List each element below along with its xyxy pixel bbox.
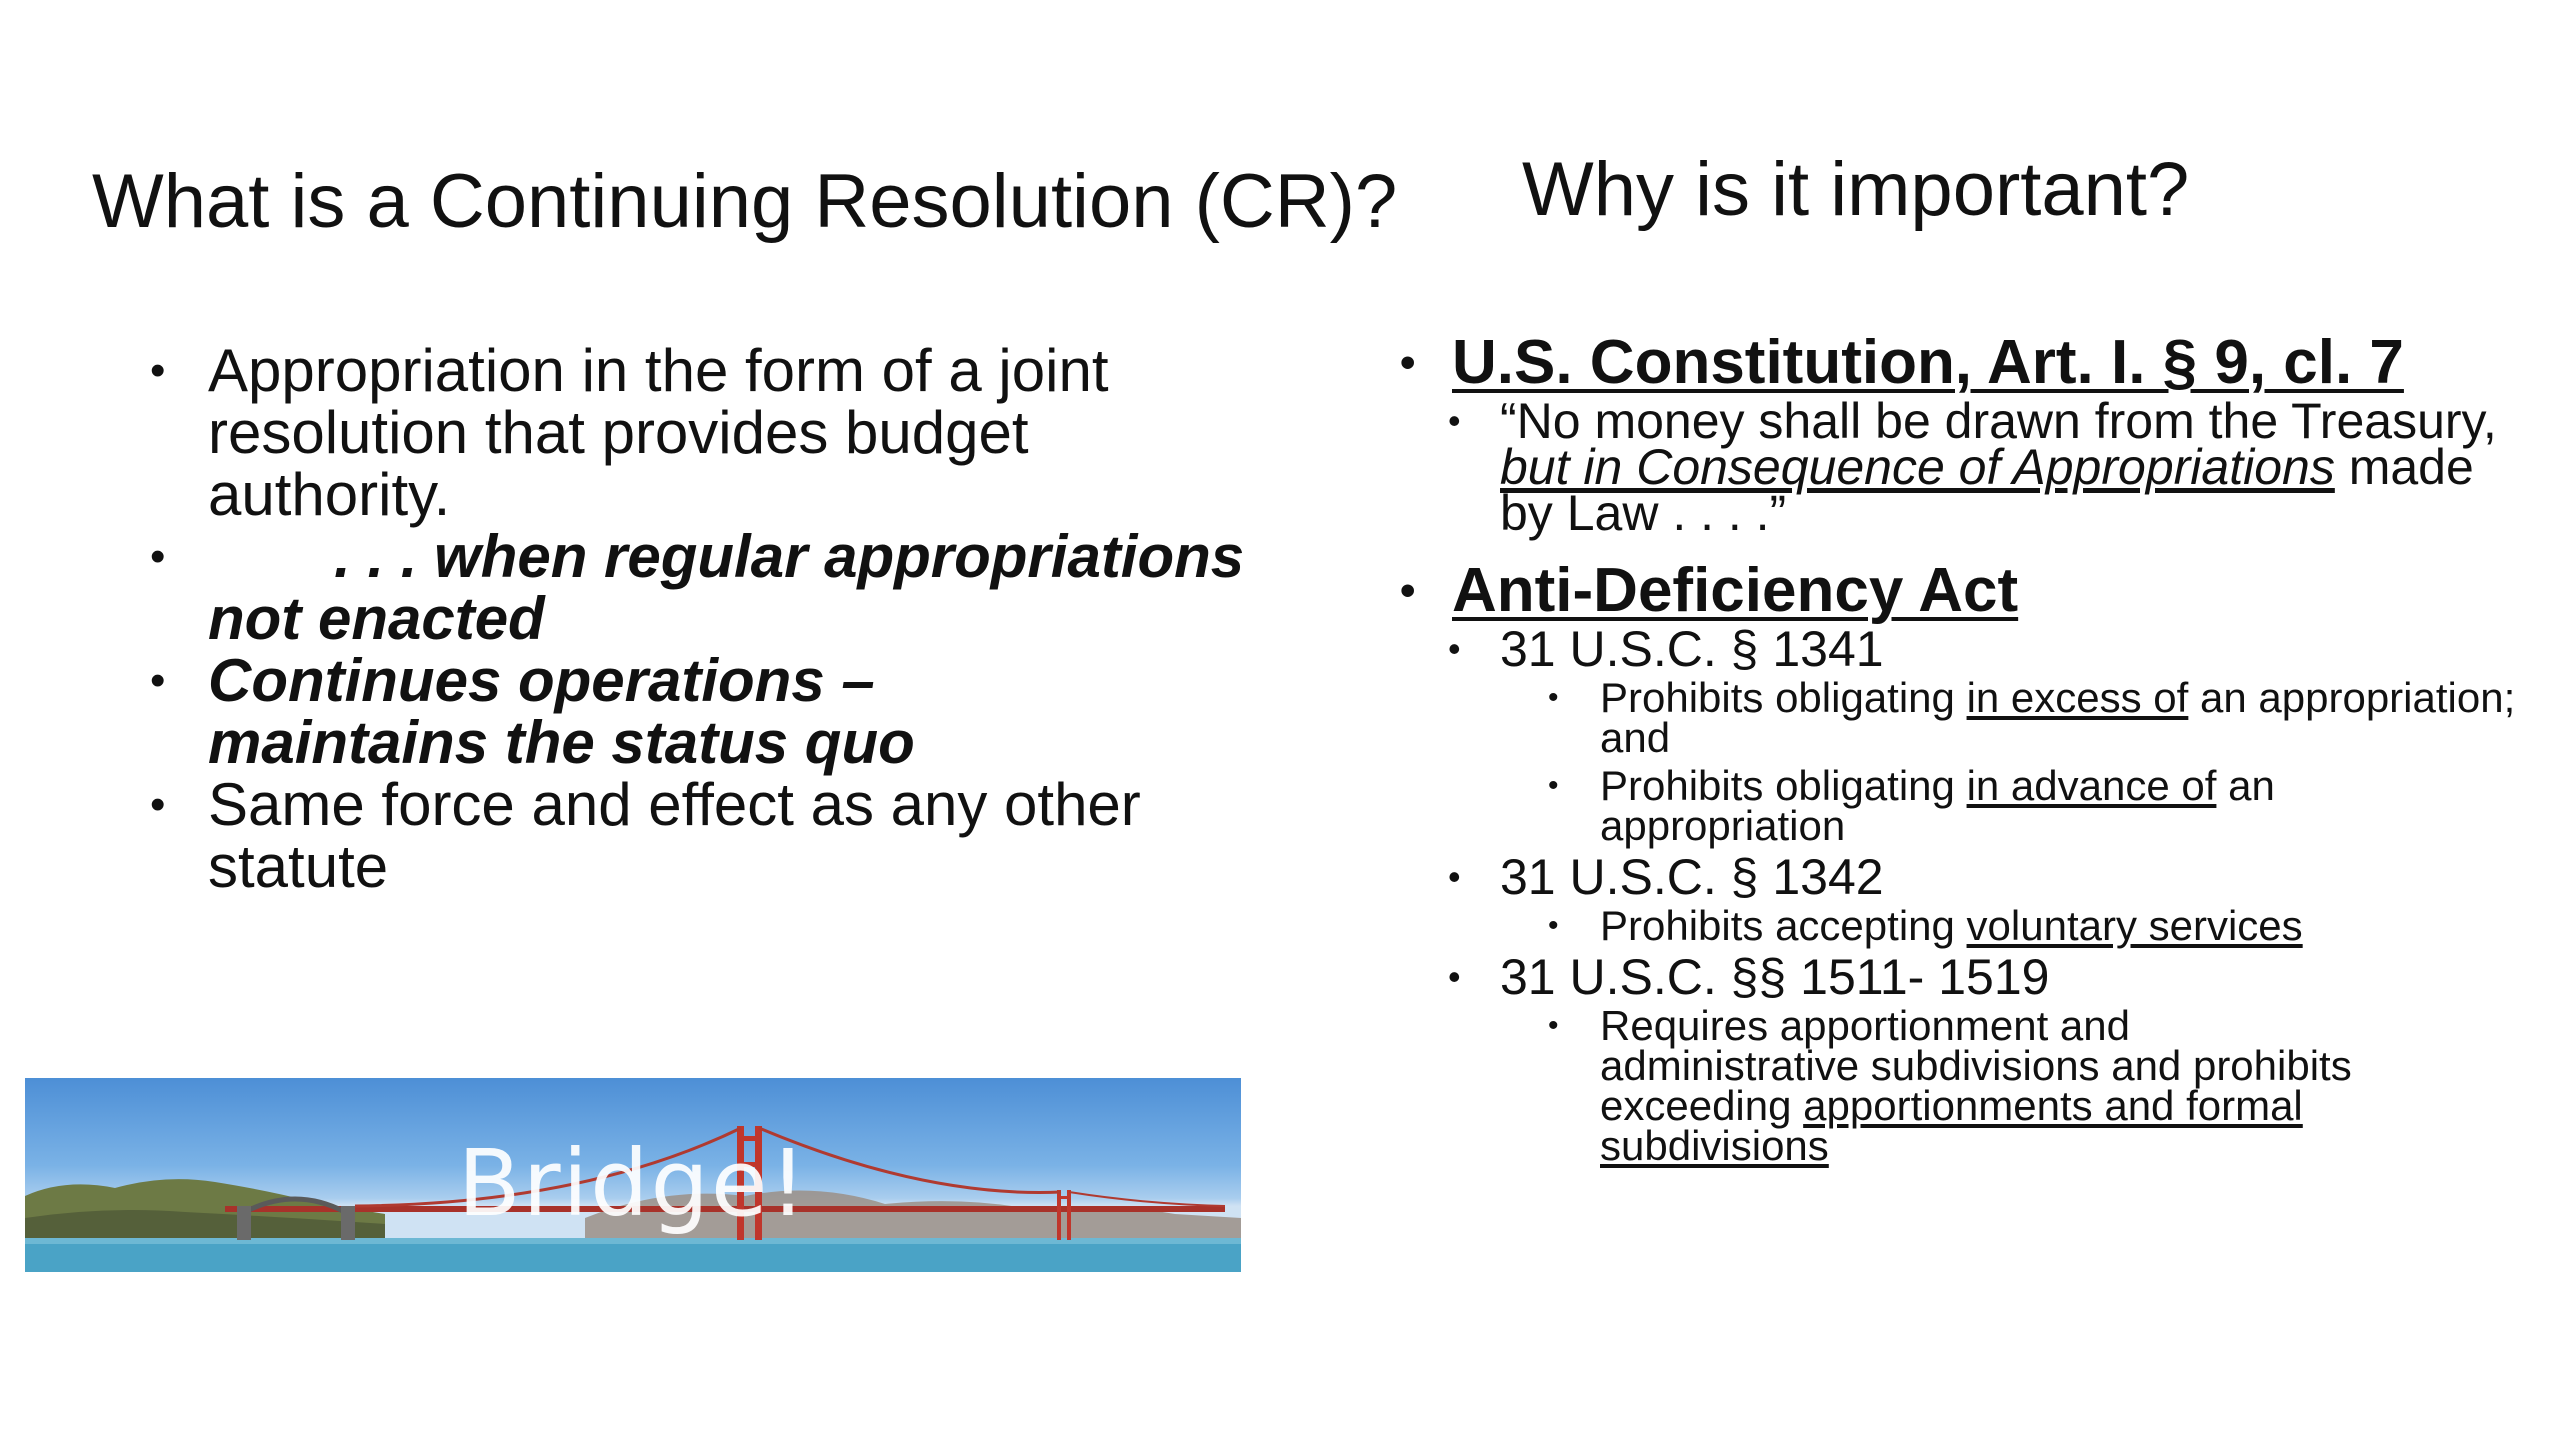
statute-1341 [1448, 621, 2520, 677]
bullet-text-emphasis: . . . when regular appropriations not enacted [208, 523, 1245, 652]
banner-caption: Bridge! [457, 1130, 809, 1237]
ada-heading-item [1400, 558, 2520, 624]
statute-1342 [1448, 849, 2520, 905]
bullet-icon: • [1448, 628, 1461, 669]
bullet-icon: • [1548, 769, 1559, 802]
left-slide-title: What is a Continuing Resolution (CR)? [92, 159, 1398, 244]
list-item [150, 647, 1270, 776]
constitution-quote-item [1448, 393, 2520, 541]
item-text: Prohibits obligating [1600, 762, 1967, 809]
list-item [150, 337, 1270, 528]
constitution-heading: U.S. Constitution, Art. I. § 9, cl. 7 [1452, 328, 2404, 397]
quote-emphasis: but in Consequence of Appropriations [1500, 439, 2335, 495]
right-slide-title: Why is it important? [1522, 147, 2190, 232]
bullet-icon: • [1548, 681, 1559, 714]
importance-list [1400, 328, 2520, 1169]
item-text: Requires apportionment and administrative subdivisions and prohibits exceeding [1600, 1002, 2352, 1129]
item-text-end: an appropriation; and [1600, 674, 2516, 761]
bullet-text: Same force and effect as any other statute [208, 771, 1141, 900]
bullet-icon: • [1400, 566, 1416, 615]
quote-text: “No money shall be drawn from the Treasury, [1500, 393, 2497, 449]
bullet-icon: • [150, 656, 166, 705]
quote-text-end: made by Law . . . .” [1500, 439, 2474, 541]
statute-1511-item [1548, 1002, 2400, 1169]
bullet-icon: • [1448, 956, 1461, 997]
bullet-text-emphasis: Continues operations – maintains the status quo [208, 647, 915, 776]
item-emphasis: in advance of [1966, 762, 2217, 809]
statute-1341-item [1548, 674, 2520, 761]
bullet-icon: • [150, 532, 166, 581]
bullet-icon: • [150, 780, 166, 829]
item-text: Prohibits obligating [1600, 674, 1967, 721]
item-text: Prohibits accepting [1600, 902, 1967, 949]
ada-heading: Anti-Deficiency Act [1452, 556, 2019, 625]
cr-definition-list [150, 337, 1270, 900]
statute-label: 31 U.S.C. §§ 1511- 1519 [1500, 949, 2050, 1005]
bullet-icon: • [150, 346, 166, 395]
statute-label: 31 U.S.C. § 1341 [1500, 621, 1884, 677]
bridge-banner-image [25, 1078, 1241, 1272]
statute-1511-1519 [1448, 949, 2520, 1005]
bullet-icon: • [1448, 856, 1461, 897]
list-item [150, 523, 1270, 652]
item-emphasis: apportionments and formal subdivisions [1600, 1082, 2303, 1169]
item-emphasis: voluntary services [1966, 902, 2303, 949]
item-text-end: an appropriation [1600, 762, 2275, 849]
list-item [150, 771, 1270, 900]
statute-1342-item [1548, 902, 2520, 949]
bullet-icon: • [1548, 1009, 1559, 1042]
bullet-icon: • [1548, 909, 1559, 942]
constitution-heading-item [1400, 330, 2520, 396]
bullet-icon: • [1448, 400, 1461, 441]
statute-label: 31 U.S.C. § 1342 [1500, 849, 1884, 905]
bullet-icon: • [1400, 338, 1416, 387]
statute-1341-item [1548, 762, 2520, 849]
bullet-text: Appropriation in the form of a joint resolution that provides budget authority. [208, 337, 1109, 528]
item-emphasis: in excess of [1966, 674, 2189, 721]
